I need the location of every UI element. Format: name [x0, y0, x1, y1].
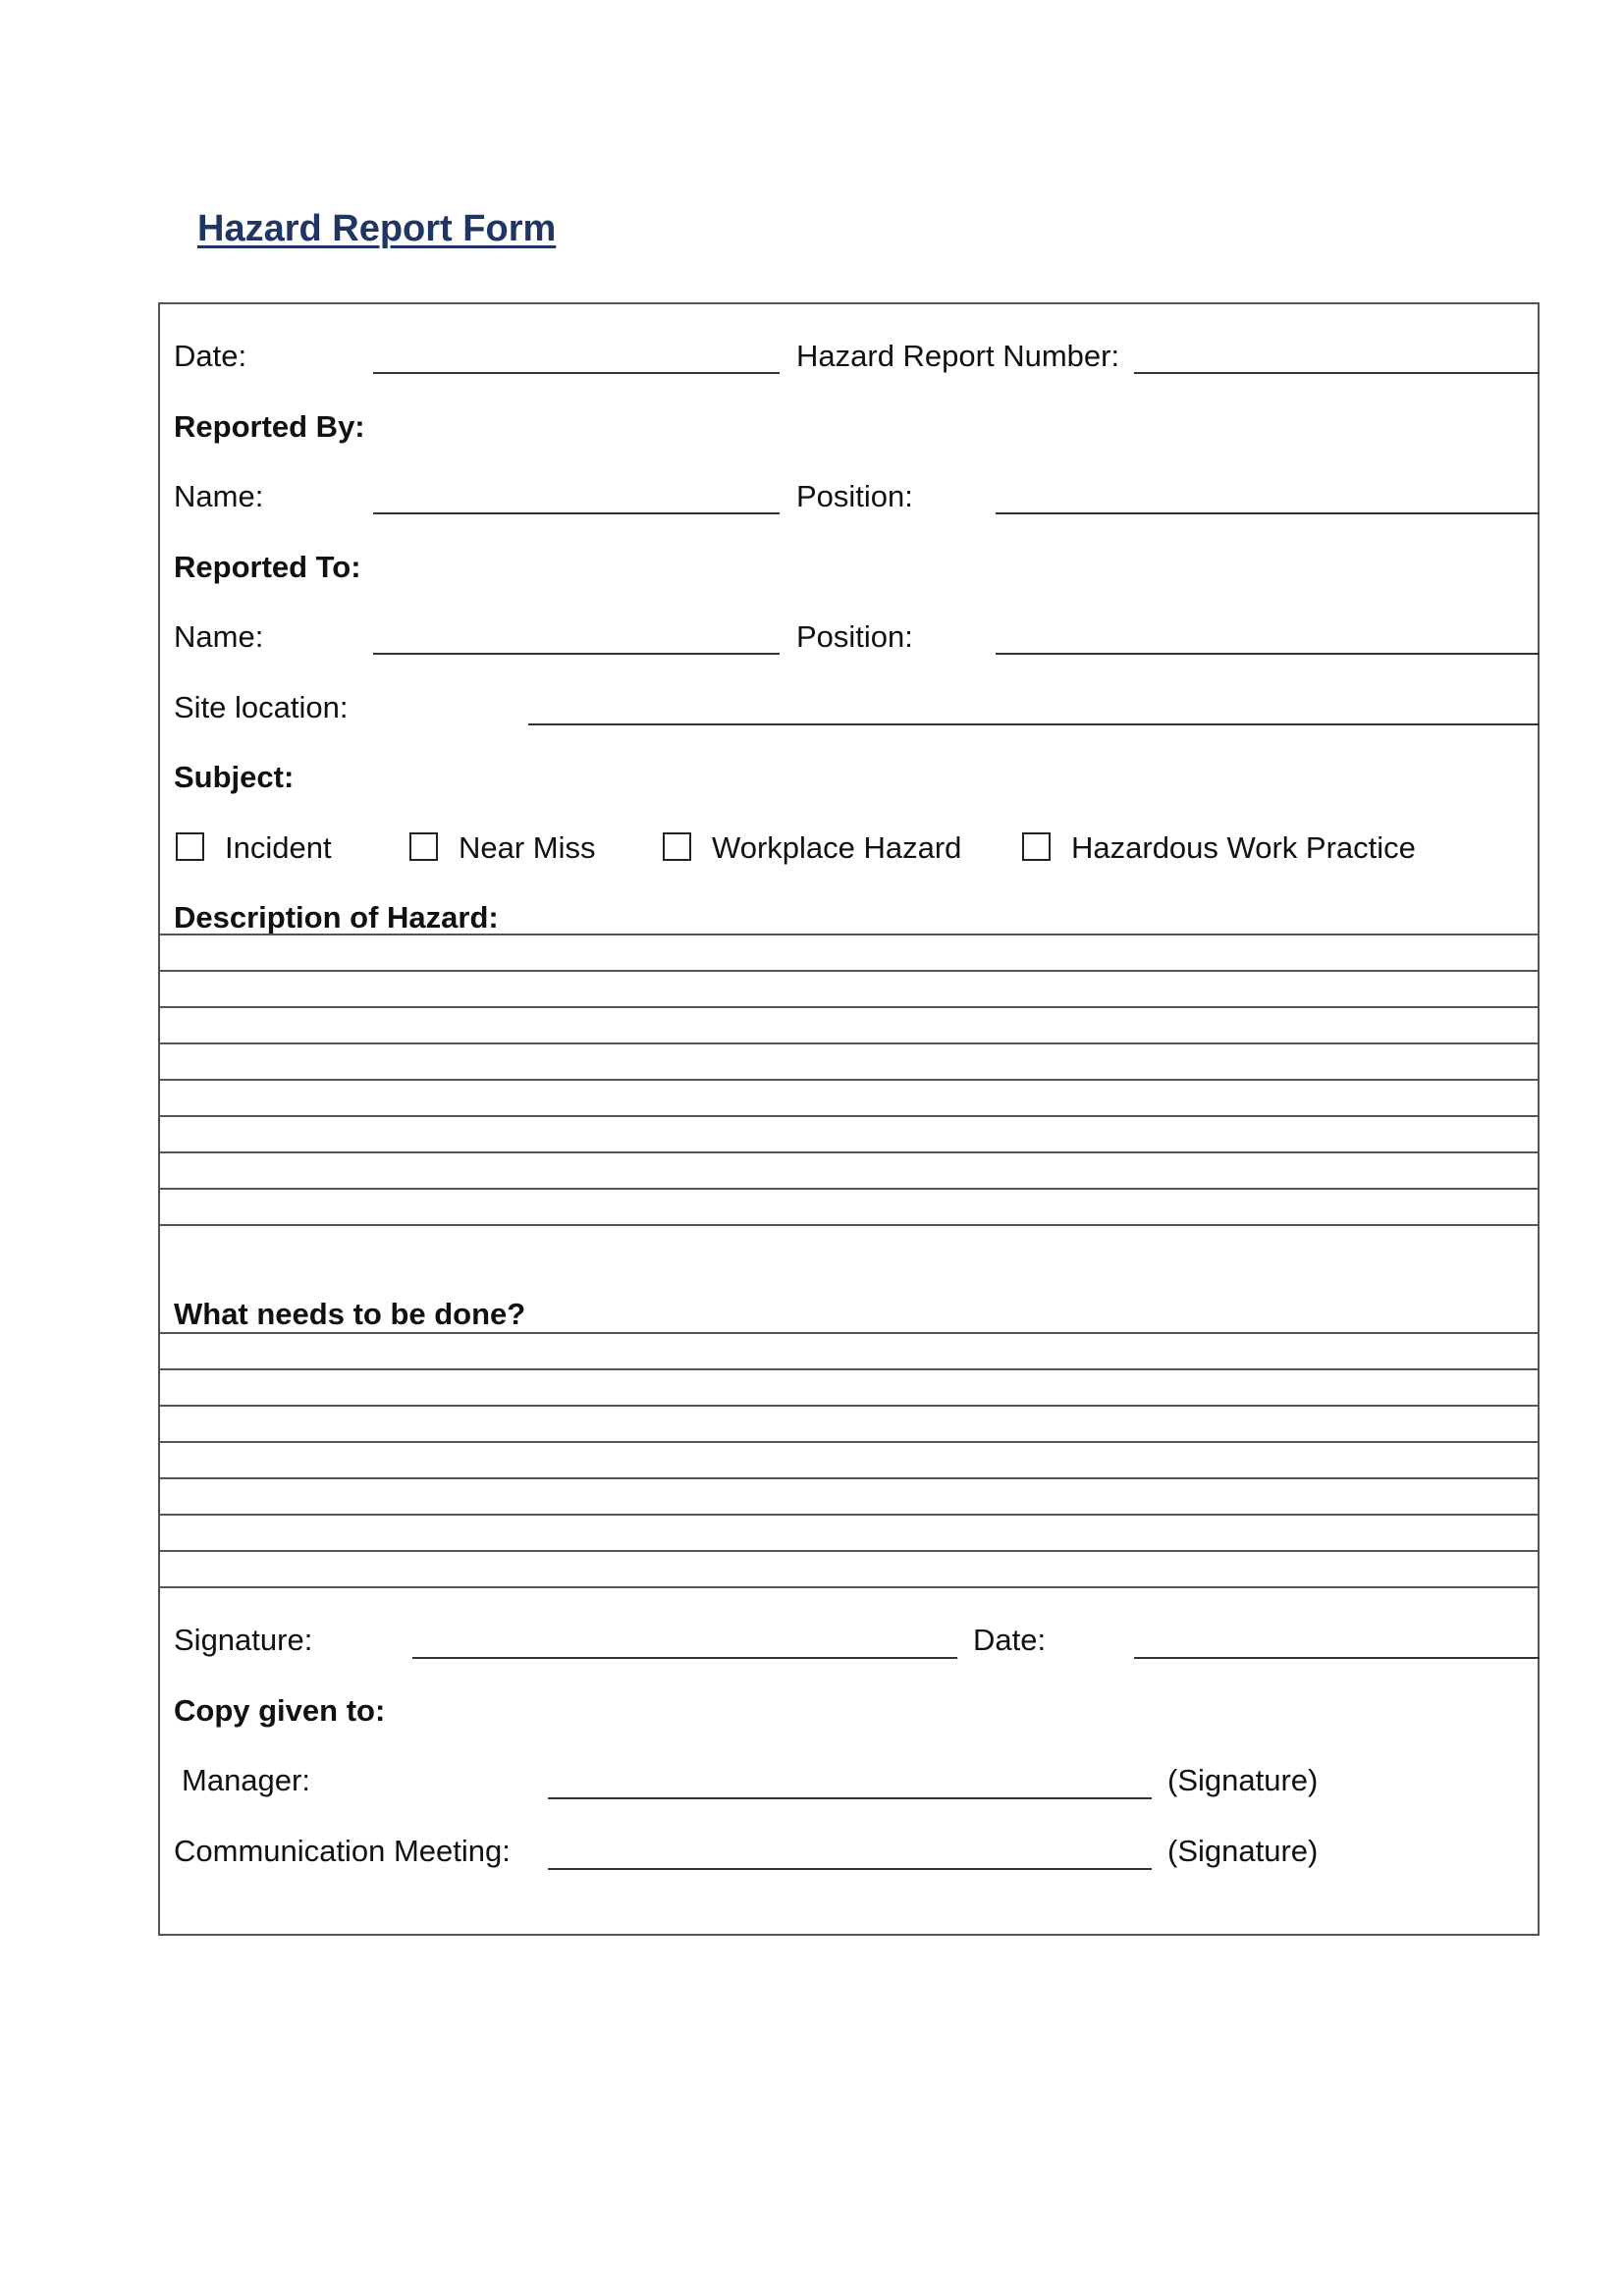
description-line[interactable] — [158, 1006, 1540, 1008]
manager-label: Manager: — [182, 1763, 310, 1797]
description-line[interactable] — [158, 1115, 1540, 1117]
actions-line[interactable] — [158, 1441, 1540, 1443]
actions-line[interactable] — [158, 1368, 1540, 1370]
meeting-signature-field[interactable] — [548, 1868, 1152, 1870]
description-line[interactable] — [158, 934, 1540, 935]
actions-line[interactable] — [158, 1477, 1540, 1479]
workplace-hazard-checkbox[interactable] — [663, 832, 691, 861]
communication-meeting-label: Communication Meeting: — [174, 1834, 511, 1868]
signature-field[interactable] — [412, 1657, 957, 1659]
reported-by-name-label: Name: — [174, 479, 264, 513]
footer-date-label: Date: — [973, 1623, 1047, 1657]
actions-line[interactable] — [158, 1514, 1540, 1516]
reported-by-name-field[interactable] — [373, 512, 780, 514]
description-line[interactable] — [158, 1224, 1540, 1226]
reported-to-heading: Reported To: — [174, 550, 361, 584]
actions-line[interactable] — [158, 1550, 1540, 1552]
form-title: Hazard Report Form — [197, 208, 557, 249]
reported-to-position-label: Position: — [796, 619, 913, 654]
hazardous-work-practice-checkbox[interactable] — [1022, 832, 1051, 861]
near-miss-checkbox[interactable] — [409, 832, 438, 861]
reported-by-position-label: Position: — [796, 479, 913, 513]
description-line[interactable] — [158, 1151, 1540, 1153]
copy-given-heading: Copy given to: — [174, 1693, 386, 1728]
description-line[interactable] — [158, 1042, 1540, 1044]
reported-by-heading: Reported By: — [174, 409, 365, 444]
description-heading: Description of Hazard: — [174, 900, 499, 934]
report-number-field[interactable] — [1134, 372, 1540, 374]
description-line[interactable] — [158, 1079, 1540, 1081]
reported-to-name-field[interactable] — [373, 653, 780, 655]
signature-label: Signature: — [174, 1623, 313, 1657]
meeting-signature-caption: (Signature) — [1167, 1834, 1319, 1868]
footer-date-field[interactable] — [1134, 1657, 1540, 1659]
near-miss-label: Near Miss — [459, 830, 596, 865]
reported-to-position-field[interactable] — [996, 653, 1540, 655]
date-label: Date: — [174, 339, 247, 373]
date-field[interactable] — [373, 372, 780, 374]
hazardous-work-practice-label: Hazardous Work Practice — [1071, 830, 1416, 865]
manager-signature-field[interactable] — [548, 1797, 1152, 1799]
site-location-field[interactable] — [528, 723, 1540, 725]
actions-heading: What needs to be done? — [174, 1297, 526, 1331]
actions-line[interactable] — [158, 1332, 1540, 1334]
reported-by-position-field[interactable] — [996, 512, 1540, 514]
actions-line[interactable] — [158, 1405, 1540, 1407]
report-number-label: Hazard Report Number: — [796, 339, 1120, 373]
reported-to-name-label: Name: — [174, 619, 264, 654]
subject-heading: Subject: — [174, 760, 295, 794]
manager-signature-caption: (Signature) — [1167, 1763, 1319, 1797]
description-line[interactable] — [158, 970, 1540, 972]
actions-line[interactable] — [158, 1586, 1540, 1588]
site-location-label: Site location: — [174, 690, 349, 724]
incident-label: Incident — [225, 830, 332, 865]
form-container — [158, 302, 1540, 1936]
incident-checkbox[interactable] — [176, 832, 204, 861]
description-line[interactable] — [158, 1188, 1540, 1190]
workplace-hazard-label: Workplace Hazard — [712, 830, 962, 865]
